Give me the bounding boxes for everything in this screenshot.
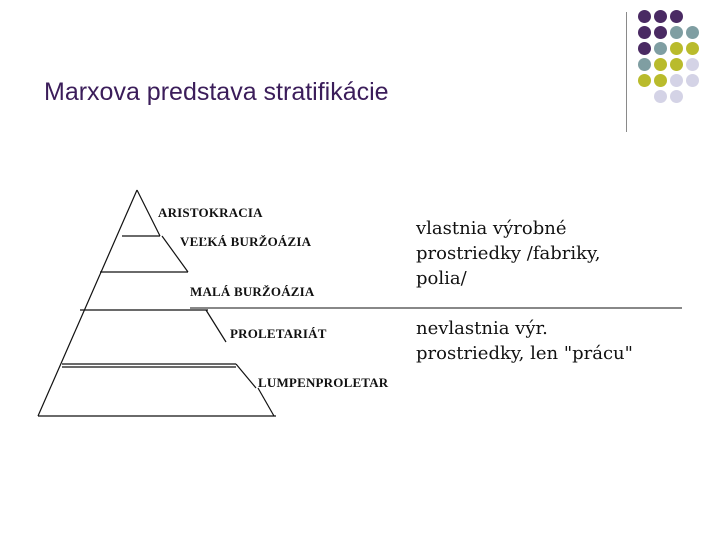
pyramid-right-edge-4: [236, 364, 256, 388]
description-line: polia/: [416, 268, 467, 289]
layer-label-grand-bourgeoisie: VEĽKÁ BURŽOÁZIA: [180, 234, 312, 249]
description-line: vlastnia výrobné: [416, 218, 567, 239]
description-line: prostriedky, len "prácu": [416, 343, 633, 364]
slide-title: Marxova predstava stratifikácie: [44, 78, 389, 106]
description-line: nevlastnia výr.: [416, 318, 548, 339]
description-line: prostriedky /fabriky,: [416, 243, 601, 264]
pyramid-right-edge-5: [258, 388, 274, 416]
pyramid-right-edge-1: [137, 190, 160, 236]
layer-label-lumpenproletariat: LUMPENPROLETAR: [258, 375, 389, 390]
layer-label-petty-bourgeoisie: MALÁ BURŽOÁZIA: [190, 284, 315, 299]
layer-label-proletariat: PROLETARIÁT: [230, 326, 327, 341]
description-non-owners: [416, 316, 633, 366]
description-owners: [416, 216, 601, 291]
layer-label-aristocracy: ARISTOKRACIA: [158, 205, 263, 220]
pyramid-right-edge-3: [206, 310, 226, 342]
pyramid-left-edge: [38, 190, 137, 416]
